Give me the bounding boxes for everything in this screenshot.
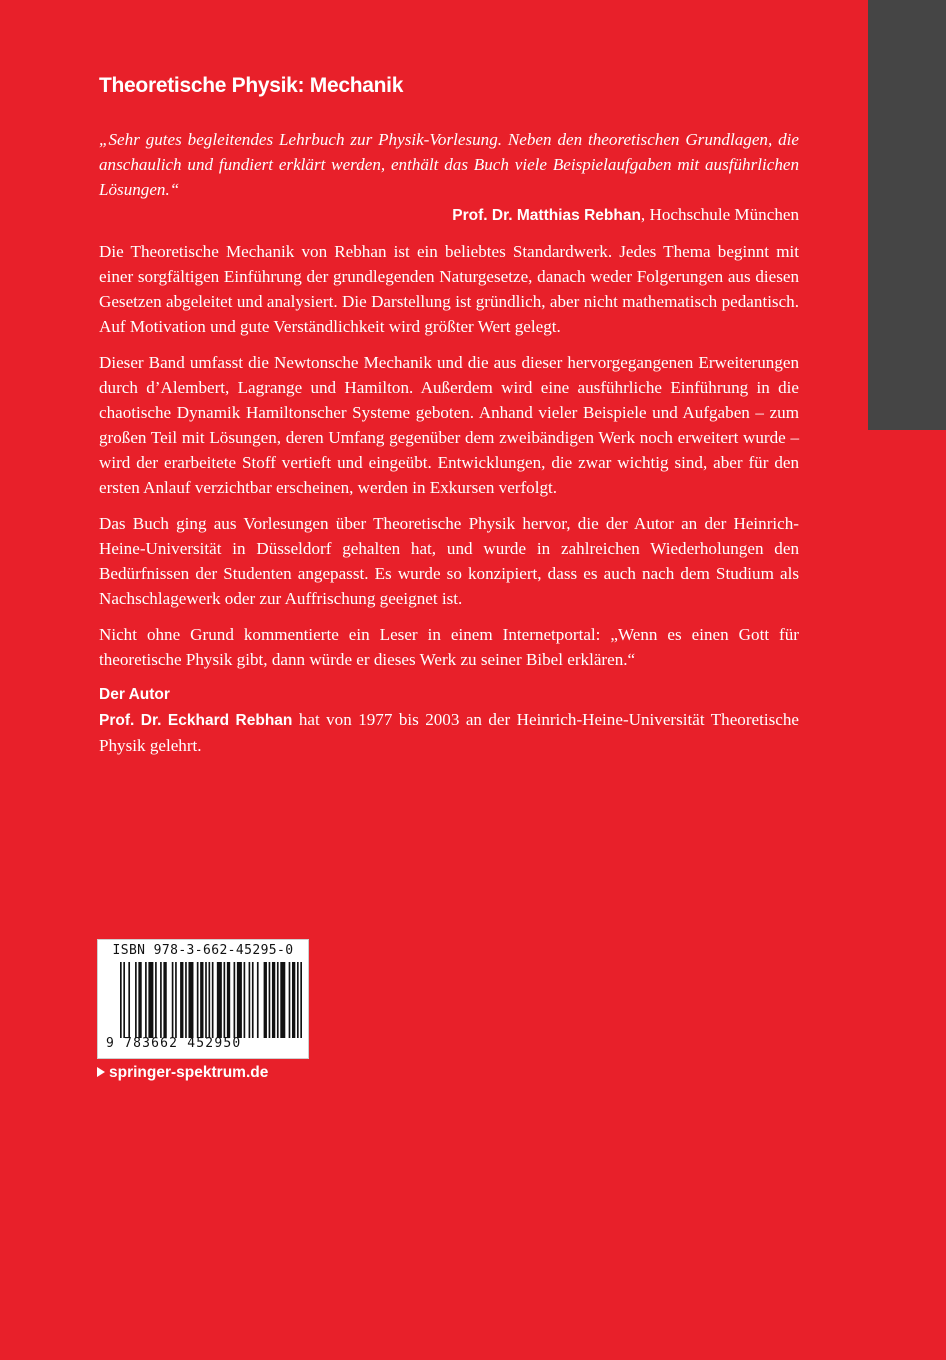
barcode-bar: [123, 962, 125, 1038]
barcode-bar: [244, 962, 246, 1038]
author-name: Prof. Dr. Eckhard Rebhan: [99, 712, 293, 729]
barcode-digits: 9 783662 452950: [106, 1036, 242, 1051]
barcode-bar: [292, 962, 295, 1038]
barcode-bar: [300, 962, 302, 1038]
quote-attribution: [99, 202, 799, 228]
barcode-bar: [200, 962, 203, 1038]
paragraph-intro: Die Theoretische Mechanik von Rebhan ist ein beliebtes Standardwerk. Jedes Thema beginnt mit einer sorgfältigen Einführung der grundlegenden Naturgesetze, danach weder Folgerungen aus diesen Gesetzen abgeleitet und analysiert. Die Darstellung ist gründlich, aber nicht mathematisch pedantisch. Auf Motivation und gute Verständlichkeit wird größter Wert gelegt.: [99, 242, 799, 336]
barcode-bar: [297, 962, 299, 1038]
paragraph-contents: Dieser Band umfasst die Newtonsche Mechanik und die aus dieser hervorgegangenen Erweiterungen durch d’Alembert, Lagrange und Hamilton. Außerdem wird eine ausführliche Einführung in die chaotische Dynamik Hamiltonscher Systeme geboten. Anhand vieler Beispiele und Aufgaben – zum großen Teil mit Lösungen, deren Umfang gegenüber dem zweibändigen Werk noch erweitert wurde – wird der erarbeitete Stoff vertieft und eingeübt. Entwicklungen, die zwar wichtig sind, aber für den ersten Anlauf verzichtbar erscheinen, werden in Exkursen verfolgt.: [99, 353, 799, 497]
barcode-bar: [205, 962, 207, 1038]
isbn-barcode: [97, 939, 309, 1059]
barcode-bar: [148, 962, 153, 1038]
barcode-bar: [138, 962, 141, 1038]
barcode-bar: [209, 962, 211, 1038]
arrow-right-icon: [97, 1067, 105, 1077]
author-bio: [99, 707, 799, 758]
barcode-bar: [264, 962, 267, 1038]
author-heading: Der Autor: [99, 686, 170, 703]
barcode-bar: [269, 962, 271, 1038]
barcode-bar: [188, 962, 193, 1038]
publisher-website[interactable]: [97, 1064, 268, 1082]
barcode-bar: [197, 962, 199, 1038]
barcode-bar: [155, 962, 157, 1038]
barcode-bar: [257, 962, 259, 1038]
barcode-bar: [175, 962, 177, 1038]
barcode-bar: [135, 962, 137, 1038]
barcode-bar: [180, 962, 183, 1038]
barcode-bar: [249, 962, 251, 1038]
review-quote: „Sehr gutes begleitendes Lehrbuch zur Physik-Vorlesung. Neben den theoretischen Grundlagen, die anschaulich und fundiert erklärt werden, enthält das Buch viele Beispielaufgaben mit ausführlichen Lösungen.“: [99, 130, 799, 199]
barcode-bar: [224, 962, 226, 1038]
barcode-bar: [237, 962, 242, 1038]
paragraph-reader-comment: Nicht ohne Grund kommentierte ein Leser in einem Internetportal: „Wenn es einen Gott für theoretische Physik gibt, dann würde er dieses Werk zu seiner Bibel erklären.“: [99, 625, 799, 669]
paragraph-origin: Das Buch ging aus Vorlesungen über Theoretische Physik hervor, die der Autor an der Heinrich-Heine-Universität in Düsseldorf gehalten hat, und wurde in zahlreichen Wiederholungen den Bedürfnissen der Studenten angepasst. Es wurde so konzipiert, dass es auch nach dem Studium als Nachschlagewerk oder zur Auffrischung geeignet ist.: [99, 514, 799, 608]
isbn-label: ISBN 978-3-662-45295-0: [112, 943, 294, 958]
barcode-bar: [160, 962, 162, 1038]
barcode-bar: [163, 962, 166, 1038]
quote-author-name: Prof. Dr. Matthias Rebhan: [452, 207, 641, 224]
barcode-bar: [277, 962, 279, 1038]
website-label: springer-spektrum.de: [109, 1064, 269, 1081]
barcode-bar: [128, 962, 130, 1038]
barcode-bar: [172, 962, 174, 1038]
barcode-bar: [234, 962, 236, 1038]
back-cover-text: [99, 74, 799, 758]
book-title: Theoretische Physik: Mechanik: [99, 74, 404, 97]
author-bio-text: hat von 1977 bis 2003 an der Heinrich-Heine-Universität Theoretische Physik gelehrt.: [99, 710, 799, 755]
barcode-bar: [272, 962, 275, 1038]
spine-color-bar: [868, 0, 946, 430]
barcode-bars: [120, 962, 302, 1038]
barcode-bar: [252, 962, 254, 1038]
barcode-bar: [227, 962, 230, 1038]
barcode-bar: [145, 962, 147, 1038]
barcode-bar: [280, 962, 285, 1038]
quote-author-affiliation: , Hochschule München: [640, 205, 799, 224]
barcode-bar: [185, 962, 187, 1038]
barcode-bar: [217, 962, 222, 1038]
barcode-bar: [212, 962, 214, 1038]
barcode-bar: [120, 962, 122, 1038]
barcode-bar: [289, 962, 291, 1038]
